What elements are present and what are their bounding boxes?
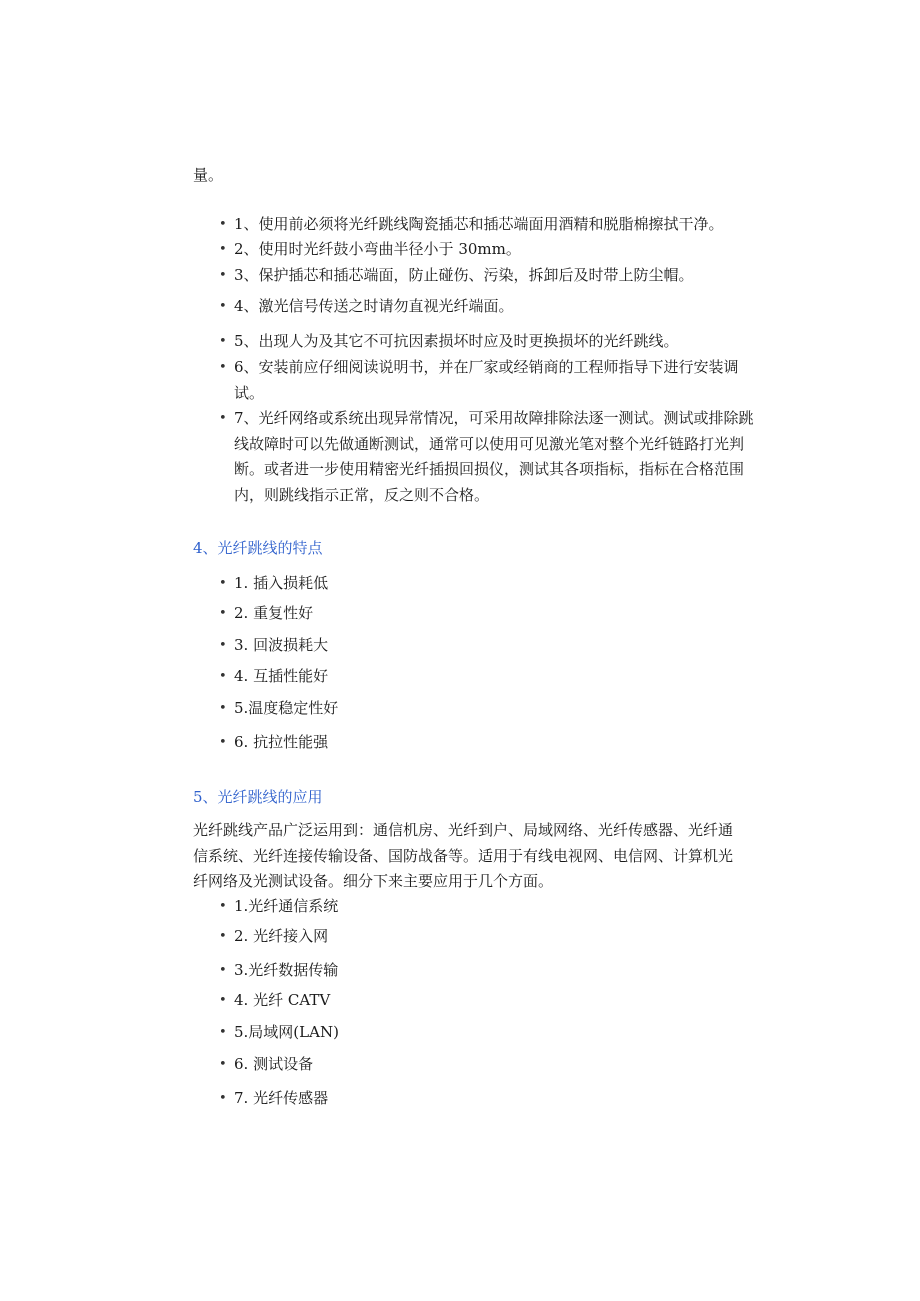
bullet-icon: •: [219, 299, 227, 314]
bullet-icon: •: [219, 1091, 227, 1106]
list-item-text: 3.光纤数据传输: [234, 961, 339, 979]
list-item-text: 1、使用前必须将光纤跳线陶瓷插芯和插芯端面用酒精和脱脂棉擦拭干净。: [234, 215, 724, 233]
list-item-text: 5、出现人为及其它不可抗因素损坏时应及时更换损坏的光纤跳线。: [234, 332, 679, 350]
bullet-icon: •: [219, 929, 227, 944]
bullet-icon: •: [219, 963, 227, 978]
list-item-text: 5.局域网(LAN): [234, 1023, 339, 1041]
bullet-icon: •: [219, 993, 227, 1008]
list-item-text: 1. 插入损耗低: [234, 574, 329, 592]
list-item-text: 2. 重复性好: [234, 604, 314, 622]
list-item-text: 4. 互插性能好: [234, 667, 329, 685]
list-item-text: 1.光纤通信系统: [234, 897, 339, 915]
section-heading-applications: 5、光纤跳线的应用: [193, 788, 323, 806]
bullet-icon: •: [219, 638, 227, 653]
intro-tail-text: 量。: [193, 166, 224, 184]
bullet-icon: •: [219, 701, 227, 716]
bullet-icon: •: [219, 217, 227, 232]
bullet-icon: •: [219, 411, 227, 426]
list-item-text: 4、激光信号传送之时请勿直视光纤端面。: [234, 297, 514, 315]
applications-paragraph: 光纤跳线产品广泛运用到：通信机房、光纤到户、局域网络、光纤传感器、光纤通信系统、光纤连接传输设备、国防战备等。适用于有线电视网、电信网、计算机光纤网络及光测试设备。细分下来主要应用于几个方面。: [193, 821, 734, 890]
bullet-icon: •: [219, 242, 227, 257]
list-item-text: 6. 测试设备: [234, 1055, 314, 1073]
list-item-text: 3. 回波损耗大: [234, 636, 329, 654]
list-item-text: 4. 光纤 CATV: [234, 991, 331, 1009]
list-item-text: 7. 光纤传感器: [234, 1089, 329, 1107]
list-item-text: 7、光纤网络或系统出现异常情况，可采用故障排除法逐一测试。测试或排除跳线故障时可以先做通断测试，通常可以使用可见激光笔对整个光纤链路打光判断。或者进一步使用精密光纤插损回损仪，测试其各项指标，指标在合格范围内，则跳线指示正常，反之则不合格。: [234, 409, 754, 504]
bullet-icon: •: [219, 334, 227, 349]
list-item-text: 3、保护插芯和插芯端面，防止碰伤、污染，拆卸后及时带上防尘帽。: [234, 266, 694, 284]
list-item-text: 6. 抗拉性能强: [234, 733, 329, 751]
bullet-icon: •: [219, 268, 227, 283]
bullet-icon: •: [219, 735, 227, 750]
list-item-text: 2、使用时光纤鼓小弯曲半径小于 30mm。: [234, 240, 521, 258]
bullet-icon: •: [219, 1025, 227, 1040]
list-item-text: 2. 光纤接入网: [234, 927, 329, 945]
list-item-text: 6、安装前应仔细阅读说明书，并在厂家或经销商的工程师指导下进行安装调试。: [234, 358, 739, 402]
section-heading-features: 4、光纤跳线的特点: [193, 539, 323, 557]
bullet-icon: •: [219, 1057, 227, 1072]
list-item-text: 5.温度稳定性好: [234, 699, 339, 717]
bullet-icon: •: [219, 669, 227, 684]
bullet-icon: •: [219, 606, 227, 621]
bullet-icon: •: [219, 899, 227, 914]
bullet-icon: •: [219, 576, 227, 591]
bullet-icon: •: [219, 360, 227, 375]
